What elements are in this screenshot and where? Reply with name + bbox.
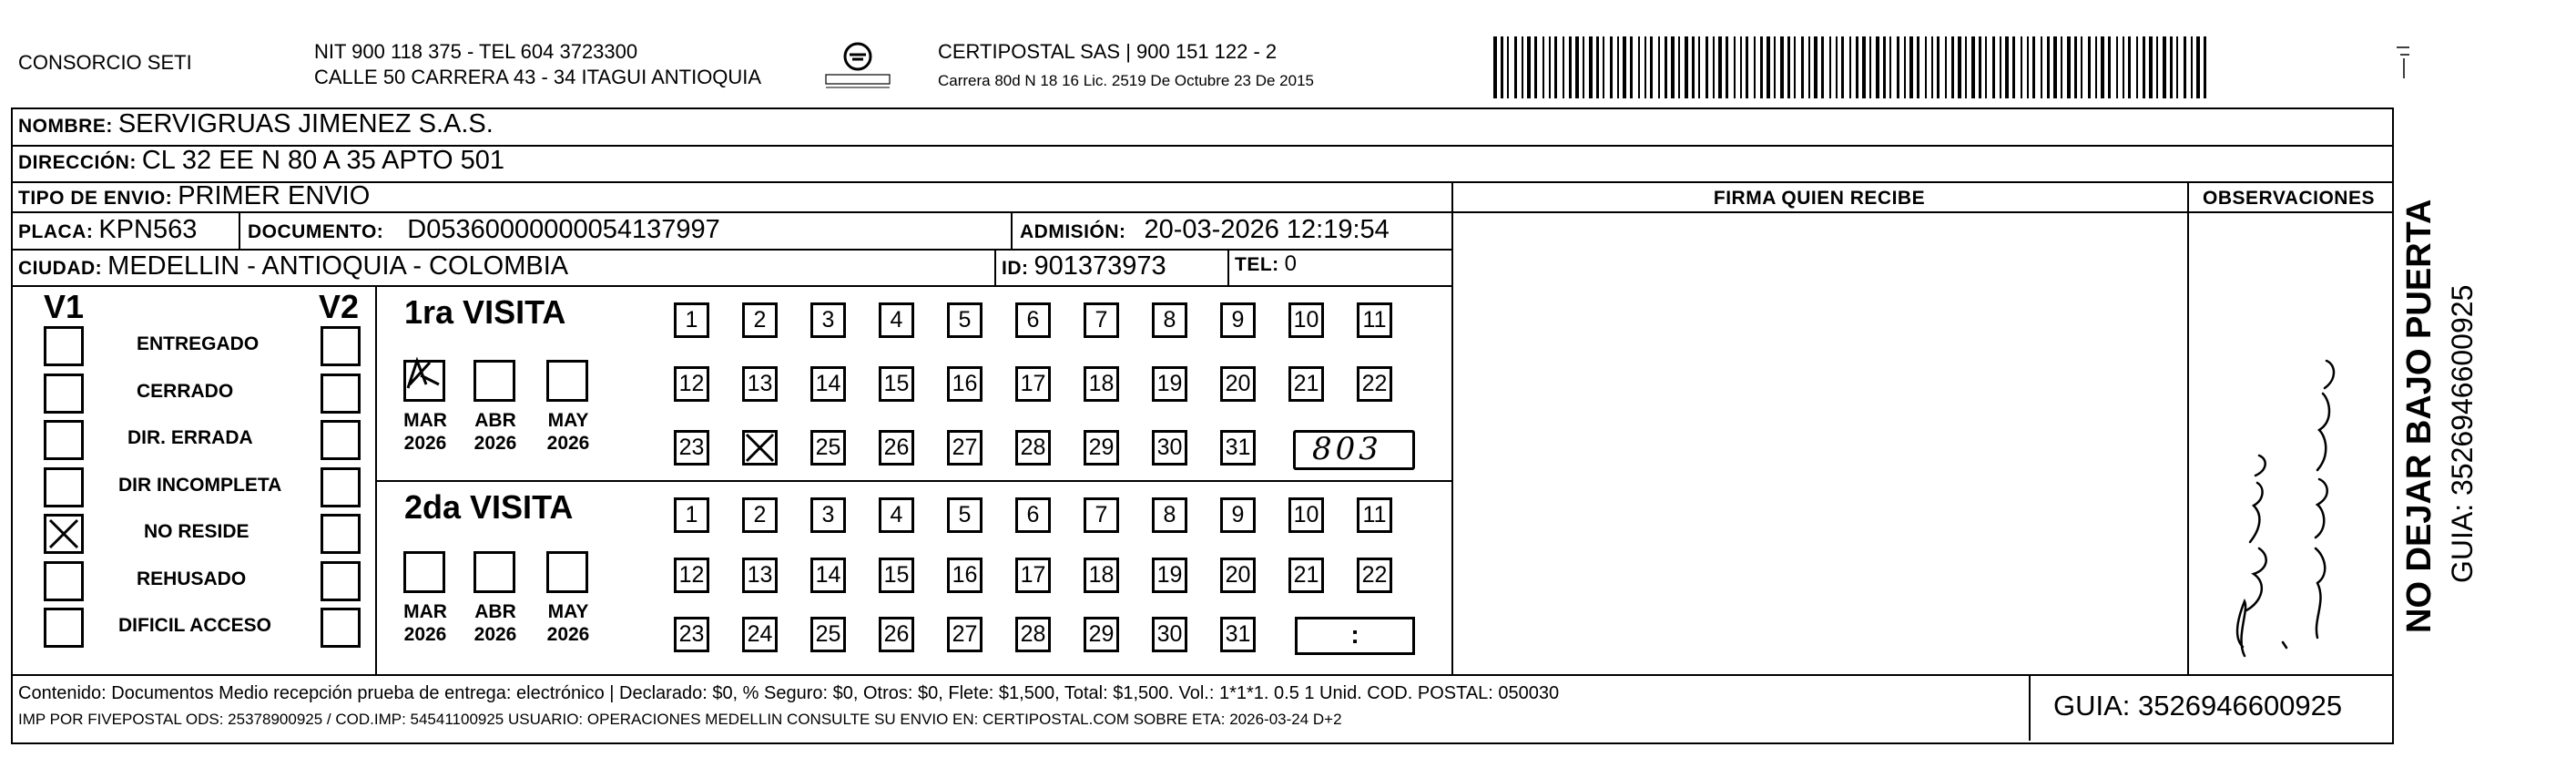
plate-value: KPN563: [98, 215, 198, 244]
day-cell[interactable]: 13: [742, 366, 778, 402]
address-label: DIRECCIÓN:: [18, 152, 137, 173]
city-row: [18, 251, 568, 282]
day-cell[interactable]: 29: [1084, 617, 1119, 652]
id-label: ID:: [1002, 258, 1029, 279]
admission-label: ADMISIÓN:: [1020, 221, 1126, 242]
admission-row: [1020, 215, 1390, 245]
plate-label: PLACA:: [18, 221, 94, 242]
day-cell[interactable]: 16: [947, 366, 983, 402]
month-year: 2026: [403, 624, 447, 645]
day-cell[interactable]: 24: [742, 617, 778, 652]
day-cell[interactable]: 4: [879, 497, 914, 533]
footer-guide-number: GUIA: 3526946600925: [2053, 690, 2343, 722]
id-row: [1002, 251, 1166, 282]
day-cell[interactable]: 6: [1015, 302, 1051, 338]
day-cell[interactable]: 31: [1220, 430, 1256, 466]
footer-contents: Contenido: Documentos Medio recepción prueba de entrega: electrónico | Declarado: $0, % Seguro: $0, Otros: $0, Flete: $1,500, Total: $1,500. Vol.: 1*1*1. 0.5 1 Unid. COD. POSTAL: 050030: [18, 683, 1560, 703]
day-cell[interactable]: 22: [1357, 366, 1392, 402]
day-cell[interactable]: 25: [810, 617, 846, 652]
v2-checkbox[interactable]: [321, 326, 361, 366]
day-cell[interactable]: 15: [879, 366, 914, 402]
x-mark-icon: [46, 517, 81, 551]
day-cell[interactable]: 11: [1357, 497, 1392, 533]
plate-row: [18, 215, 197, 245]
month-year: 2026: [473, 624, 517, 645]
city-label: CIUDAD:: [18, 258, 103, 279]
day-cell[interactable]: 21: [1288, 558, 1324, 593]
day-cell[interactable]: 26: [879, 430, 914, 466]
operator-name: CERTIPOSTAL SAS | 900 151 122 - 2: [938, 40, 1278, 63]
v2-header: V2: [319, 288, 360, 325]
v1-checkbox[interactable]: [44, 467, 84, 507]
v1-header: V1: [44, 288, 85, 325]
recipient-address: CL 32 EE N 80 A 35 APTO 501: [141, 146, 505, 175]
month-label: [541, 409, 596, 455]
v2-checkbox[interactable]: [321, 514, 361, 554]
recipient-name: SERVIGRUAS JIMENEZ S.A.S.: [117, 109, 494, 138]
day-cell[interactable]: 27: [947, 617, 983, 652]
month-name: MAY: [547, 601, 589, 622]
day-cell[interactable]: 2: [742, 497, 778, 533]
day-cell[interactable]: 12: [674, 366, 709, 402]
status-label: DIR INCOMPLETA: [118, 474, 282, 496]
address-row: [18, 146, 504, 176]
day-cell[interactable]: 3: [810, 302, 846, 338]
status-label: CERRADO: [137, 380, 234, 402]
day-cell[interactable]: 5: [947, 302, 983, 338]
day-cell[interactable]: 30: [1152, 617, 1187, 652]
shipment-type: PRIMER ENVIO: [178, 181, 371, 210]
day-cell[interactable]: 7: [1084, 302, 1119, 338]
v1-checkbox[interactable]: [44, 608, 84, 648]
day-cell[interactable]: 12: [674, 558, 709, 593]
corner-mark-icon: [2395, 44, 2411, 82]
v2-checkbox[interactable]: [321, 561, 361, 601]
month-name: ABR: [474, 601, 516, 622]
signature-header: FIRMA QUIEN RECIBE: [1713, 188, 1926, 209]
footer-print-line: IMP POR FIVEPOSTAL ODS: 25378900925 / COD.IMP: 54541100925 USUARIO: OPERACIONES MEDELLIN CONSULTE SU ENVIO EN: CERTIPOSTAL.COM SOBRE ETA: 2026-03-24 D+2: [18, 711, 1342, 728]
certipostal-logo-icon: [822, 40, 893, 93]
day-cell[interactable]: 8: [1152, 497, 1187, 533]
day-cell[interactable]: 15: [879, 558, 914, 593]
day-cell[interactable]: 20: [1220, 558, 1256, 593]
month-checkbox[interactable]: [473, 551, 515, 593]
status-label: REHUSADO: [137, 568, 247, 589]
status-label: ENTREGADO: [137, 333, 260, 354]
day-cell[interactable]: 28: [1015, 617, 1051, 652]
month-name: MAR: [403, 410, 447, 431]
signature-handwriting: [2181, 310, 2381, 674]
status-label: DIFICIL ACCESO: [118, 615, 272, 636]
v1-checkbox[interactable]: [44, 561, 84, 601]
city-value: MEDELLIN - ANTIOQUIA - COLOMBIA: [107, 251, 569, 281]
day-cell[interactable]: 30: [1152, 430, 1187, 466]
day-cell[interactable]: 9: [1220, 497, 1256, 533]
first-visit-title: 1ra VISITA: [404, 293, 566, 331]
observations-header: OBSERVACIONES: [2203, 188, 2375, 209]
month-label: [468, 600, 523, 646]
day-cell[interactable]: 31: [1220, 617, 1256, 652]
day-cell[interactable]: 2: [742, 302, 778, 338]
day-cell[interactable]: 10: [1288, 497, 1324, 533]
no-under-door-warning: NO DEJAR BAJO PUERTA: [2400, 199, 2439, 633]
day-cell[interactable]: 27: [947, 430, 983, 466]
v2-checkbox[interactable]: [321, 374, 361, 414]
status-label: DIR. ERRADA: [127, 427, 253, 448]
day-cell[interactable]: 19: [1152, 558, 1187, 593]
day-cell[interactable]: 10: [1288, 302, 1324, 338]
day-cell[interactable]: 18: [1084, 366, 1119, 402]
day-cell[interactable]: 6: [1015, 497, 1051, 533]
day-cell[interactable]: 18: [1084, 558, 1119, 593]
handwritten-check-icon: [402, 357, 457, 394]
v2-checkbox[interactable]: [321, 608, 361, 648]
month-checkbox[interactable]: [546, 551, 588, 593]
month-name: MAY: [547, 410, 589, 431]
day-cell[interactable]: 28: [1015, 430, 1051, 466]
v1-checkbox[interactable]: [44, 420, 84, 460]
month-checkbox[interactable]: [473, 360, 515, 402]
day-cell[interactable]: 13: [742, 558, 778, 593]
day-cell[interactable]: 20: [1220, 366, 1256, 402]
month-label: [468, 409, 523, 455]
month-label: [541, 600, 596, 646]
day-cell[interactable]: 23: [674, 430, 709, 466]
day-cell[interactable]: 26: [879, 617, 914, 652]
type-label: TIPO DE ENVIO:: [18, 188, 173, 209]
month-year: 2026: [546, 433, 590, 454]
day-cell[interactable]: 7: [1084, 497, 1119, 533]
v1-checkbox[interactable]: [44, 514, 84, 554]
day-cell[interactable]: 16: [947, 558, 983, 593]
v2-checkbox[interactable]: [321, 467, 361, 507]
second-visit-time-box[interactable]: :: [1295, 617, 1415, 655]
day-cell[interactable]: 25: [810, 430, 846, 466]
second-visit-title: 2da VISITA: [404, 488, 574, 526]
day-cell[interactable]: 3: [810, 497, 846, 533]
day-cell[interactable]: 5: [947, 497, 983, 533]
document-value: D05360000000054137997: [407, 215, 720, 244]
first-visit-time: 803: [1312, 431, 1382, 467]
status-label: NO RESIDE: [144, 521, 249, 542]
day-cell[interactable]: 8: [1152, 302, 1187, 338]
day-cell[interactable]: 22: [1357, 558, 1392, 593]
month-checkbox[interactable]: [546, 360, 588, 402]
document-label: DOCUMENTO:: [248, 221, 384, 242]
day-cell[interactable]: 1: [674, 497, 709, 533]
day-cell[interactable]: 23: [674, 617, 709, 652]
day-cell[interactable]: 11: [1357, 302, 1392, 338]
name-label: NOMBRE:: [18, 116, 113, 137]
tel-row: [1235, 251, 1297, 277]
month-name: MAR: [403, 601, 447, 622]
admission-value: 20-03-2026 12:19:54: [1144, 215, 1390, 244]
day-cell[interactable]: 29: [1084, 430, 1119, 466]
month-year: 2026: [473, 433, 517, 454]
v1-checkbox[interactable]: [44, 326, 84, 366]
day-cell[interactable]: 14: [810, 366, 846, 402]
side-guide-number: GUIA: 3526946600925: [2446, 284, 2479, 583]
month-name: ABR: [474, 410, 516, 431]
type-row: [18, 181, 370, 211]
tel-value: 0: [1284, 251, 1298, 276]
barcode: [1492, 36, 2211, 98]
company-nit: NIT 900 118 375 - TEL 604 3723300: [314, 40, 638, 63]
day-cell[interactable]: 17: [1015, 558, 1051, 593]
company-name: CONSORCIO SETI: [18, 51, 192, 74]
day-cell[interactable]: 4: [879, 302, 914, 338]
day-cell[interactable]: 19: [1152, 366, 1187, 402]
month-checkbox[interactable]: [403, 360, 445, 402]
v1-checkbox[interactable]: [44, 374, 84, 414]
month-label: [398, 409, 453, 455]
id-value: 901373973: [1033, 251, 1166, 281]
first-visit-time-box[interactable]: [1293, 430, 1415, 470]
day-cell[interactable]: [742, 430, 778, 466]
month-year: 2026: [546, 624, 590, 645]
document-row: [248, 215, 720, 245]
month-checkbox[interactable]: [403, 551, 445, 593]
day-cell[interactable]: 17: [1015, 366, 1051, 402]
month-label: [398, 600, 453, 646]
company-address: CALLE 50 CARRERA 43 - 34 ITAGUI ANTIOQUIA: [314, 66, 762, 88]
month-year: 2026: [403, 433, 447, 454]
day-cell[interactable]: 1: [674, 302, 709, 338]
day-cell[interactable]: 9: [1220, 302, 1256, 338]
name-row: [18, 109, 494, 139]
x-mark-icon: [745, 433, 775, 463]
day-cell[interactable]: 14: [810, 558, 846, 593]
operator-license: Carrera 80d N 18 16 Lic. 2519 De Octubre 23 De 2015: [938, 72, 1314, 89]
tel-label: TEL:: [1235, 254, 1279, 275]
day-cell[interactable]: 21: [1288, 366, 1324, 402]
v2-checkbox[interactable]: [321, 420, 361, 460]
